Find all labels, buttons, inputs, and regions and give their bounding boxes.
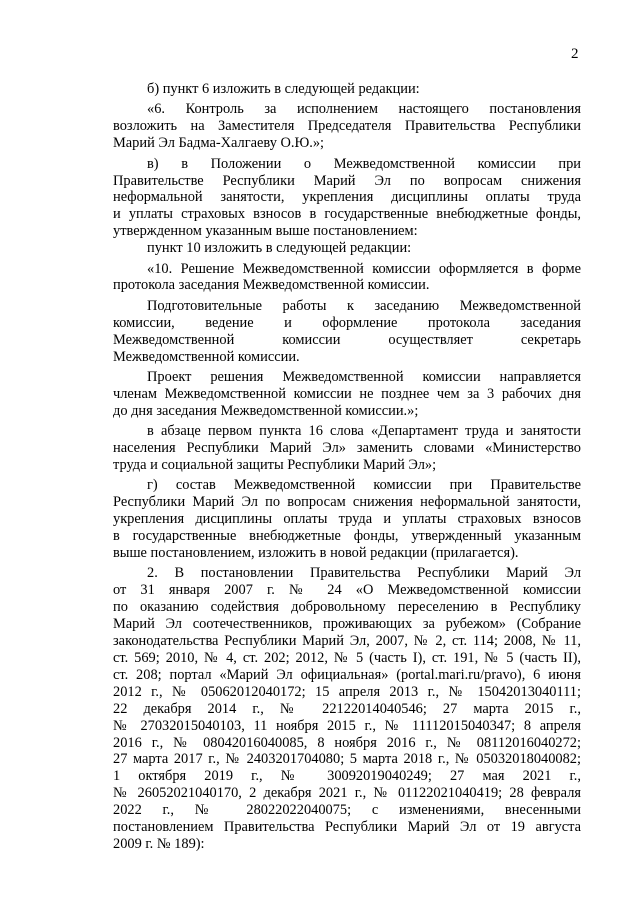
- text-line: Межведомственной комиссии осуществляет секретарь: [113, 331, 581, 348]
- text-line: 2022 г., № 28022022040075; с изменениями, внесенными: [113, 802, 581, 819]
- text-line: ст. 208; портал «Марий Эл официальная» (portal.mari.ru/pravo), 6 июня: [113, 666, 581, 683]
- text-line: труда и социальной защиты Республики Марий Эл»;: [113, 457, 437, 474]
- text-line: «10. Решение Межведомственной комиссии оформляется в форме: [147, 260, 581, 277]
- text-line: законодательства Республики Марий Эл, 2007, № 2, ст. 114; 2008, № 11,: [113, 633, 581, 650]
- text-line: 27 марта 2017 г., № 2403201704080; 5 марта 2018 г., № 05032018040082;: [113, 751, 581, 768]
- text-line: укрепления дисциплины оплаты труда и уплаты страховых взносов: [113, 511, 581, 528]
- text-line: по оказанию содействия добровольному переселению в Республику: [113, 599, 581, 616]
- text-line: в абзаце первом пункта 16 слова «Департамент труда и занятости: [147, 423, 581, 440]
- text-line: в государственные внебюджетные фонды, утвержденный указанным: [113, 528, 581, 545]
- text-line: Республики Марий Эл по вопросам снижения неформальной занятости,: [113, 494, 581, 511]
- text-line: членам Межведомственной комиссии не позднее чем за 3 рабочих дня: [113, 385, 581, 402]
- text-line: № 26052021040170, 2 декабря 2021 г., № 01122021040419; 28 февраля: [113, 785, 581, 802]
- page-number: 2: [571, 46, 579, 62]
- text-line: постановлением Правительства Республики Марий Эл от 19 августа: [113, 819, 581, 836]
- text-line: и уплаты страховых взносов в государственные внебюджетные фонды,: [113, 206, 581, 223]
- text-line: ст. 569; 2010, № 4, ст. 202; 2012, № 5 (часть I), ст. 191, № 5 (часть II),: [113, 650, 581, 666]
- text-line: Марий Эл Бадма-Халгаеву О.Ю.»;: [113, 135, 325, 152]
- text-line: утвержденном указанным выше постановлением:: [113, 223, 418, 240]
- text-line: б) пункт 6 изложить в следующей редакции:: [147, 81, 420, 97]
- text-line: 2. В постановлении Правительства Республики Марий Эл: [147, 565, 581, 582]
- text-line: Правительстве Республики Марий Эл по вопросам снижения: [113, 172, 581, 189]
- text-line: в) в Положении о Межведомственной комиссии при: [147, 155, 581, 172]
- text-line: возложить на Заместителя Председателя Правительства Республики: [113, 118, 581, 135]
- text-line: 2012 г., № 05062012040172; 15 апреля 2013 г., № 15042013040111;: [113, 683, 581, 700]
- text-line: выше постановлением, изложить в новой редакции (прилагается).: [113, 545, 519, 562]
- text-line: Проект решения Межведомственной комиссии направляется: [147, 369, 581, 385]
- text-line: населения Республики Марий Эл» заменить словами «Министерство: [113, 440, 581, 457]
- text-line: от 31 января 2007 г. № 24 «О Межведомственной комиссии: [113, 582, 581, 599]
- text-line: комиссии, ведение и оформление протокола заседания: [113, 314, 581, 331]
- text-line: 1 октября 2019 г., № 30092019040249; 27 мая 2021 г.,: [113, 768, 581, 785]
- text-line: 2009 г. № 189):: [113, 835, 205, 852]
- document-body: [113, 81, 581, 853]
- text-line: Марий Эл соотечественников, проживающих за рубежом» (Собрание: [113, 616, 581, 633]
- text-line: Подготовительные работы к заседанию Межведомственной: [147, 297, 581, 314]
- text-line: пункт 10 изложить в следующей редакции:: [147, 240, 412, 257]
- text-line: «6. Контроль за исполнением настоящего постановления: [147, 101, 581, 118]
- text-line: № 27032015040103, 11 ноября 2015 г., № 11112015040347; 8 апреля: [113, 717, 581, 734]
- text-line: Межведомственной комиссии.: [113, 348, 300, 365]
- text-line: протокола заседания Межведомственной комиссии.: [113, 277, 430, 294]
- text-line: 22 декабря 2014 г., № 22122014040546; 27 марта 2015 г.,: [113, 700, 581, 717]
- text-line: до дня заседания Межведомственной комиссии.»;: [113, 402, 419, 419]
- text-line: неформальной занятости, укрепления дисциплины оплаты труда: [113, 189, 581, 206]
- text-line: 2016 г., № 08042016040085, 8 ноября 2016 г., № 08112016040272;: [113, 734, 581, 751]
- text-line: г) состав Межведомственной комиссии при Правительстве: [147, 477, 581, 494]
